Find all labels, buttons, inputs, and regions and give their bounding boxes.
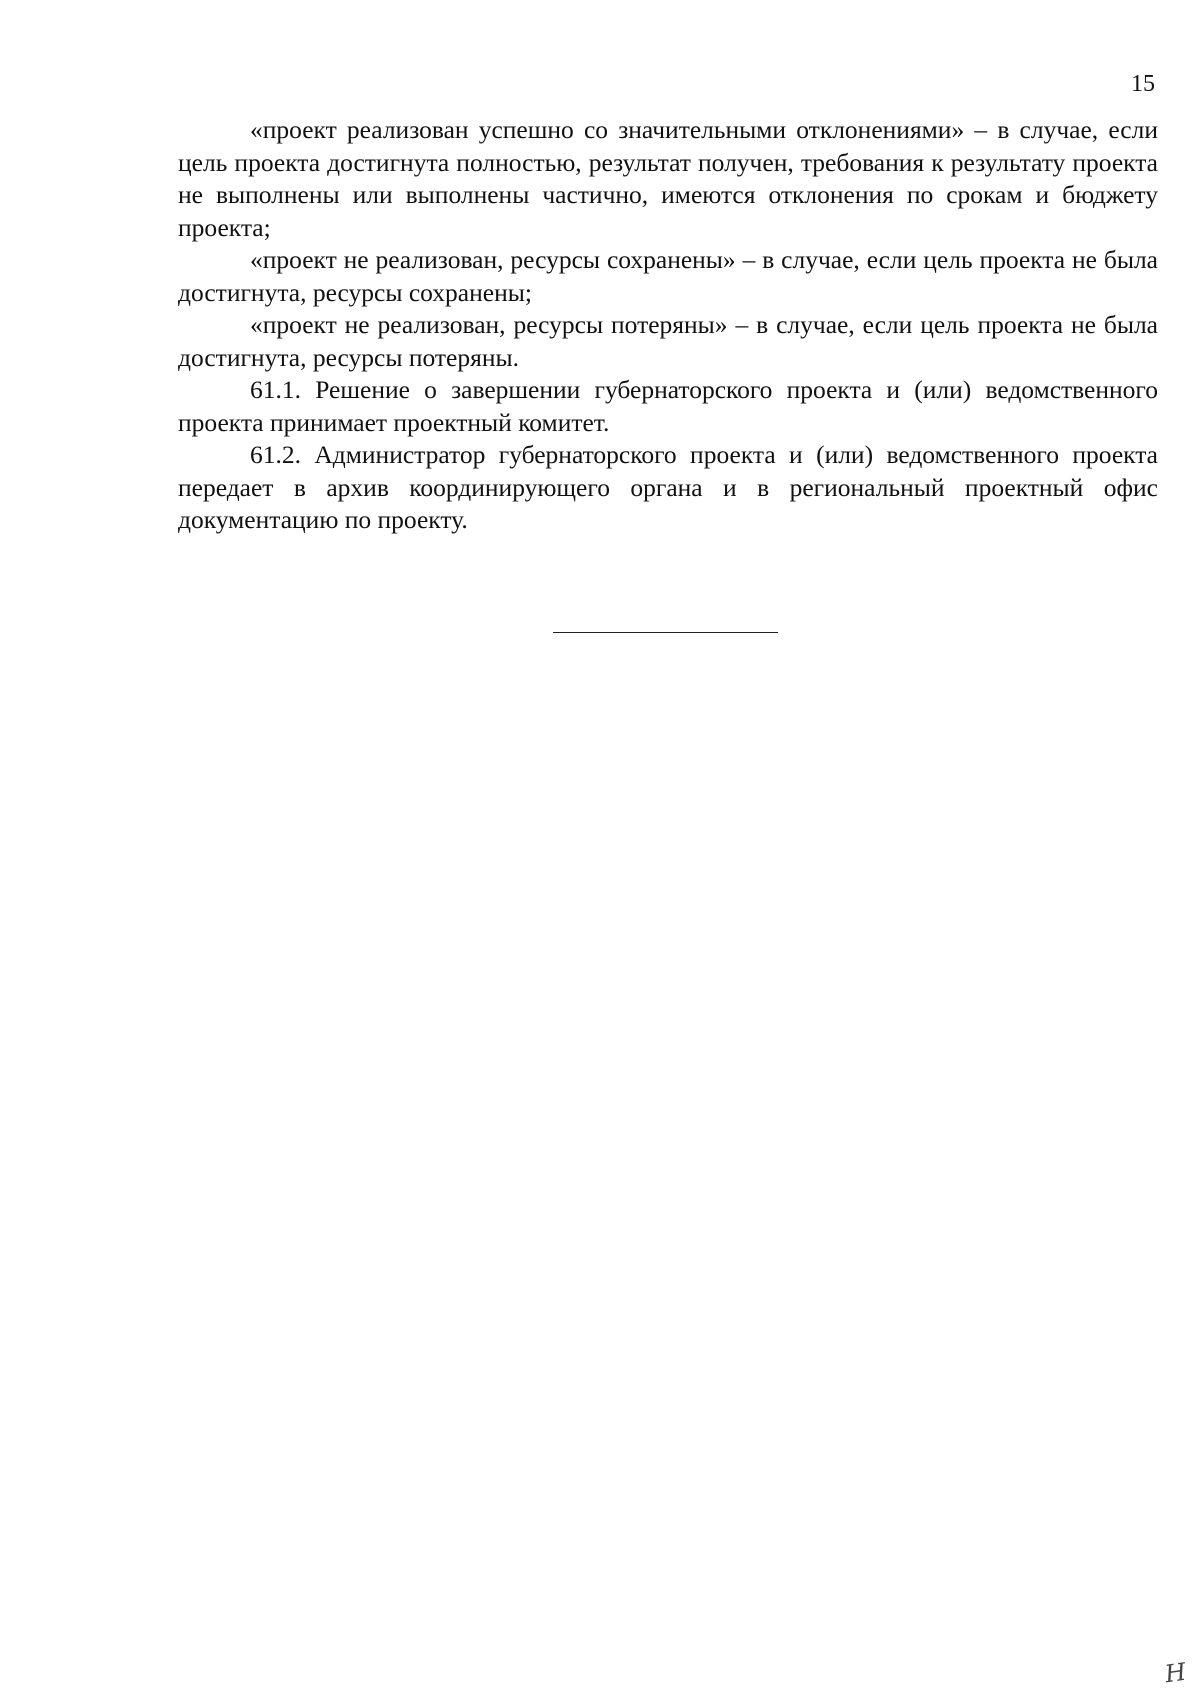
body-text <box>178 114 1158 537</box>
paragraph-resources-lost: «проект не реализован, ресурсы потеряны» – в случае, если цель проекта не была достигнута, ресурсы потеряны. <box>178 310 1158 372</box>
paragraph-resources-preserved: «проект не реализован, ресурсы сохранены» – в случае, если цель проекта не была достигнута, ресурсы сохранены; <box>178 245 1158 307</box>
handwritten-corner-mark: Н <box>1163 1657 1188 1689</box>
page-number: 15 <box>1131 71 1155 97</box>
paragraph-61-2: 61.2. Администратор губернаторского проекта и (или) ведомственного проекта передает в архив координирующего органа и в региональный проектный офис документацию по проекту. <box>178 440 1158 534</box>
paragraph-significant-deviations: «проект реализован успешно со значительными отклонениями» – в случае, если цель проекта достигнута полностью, результат получен, требования к результату проекта не выполнены или выполнены частично, имеются отклонения по срокам и бюджету проекта; <box>178 115 1158 242</box>
paragraph-61-1: 61.1. Решение о завершении губернаторского проекта и (или) ведомственного проекта принимает проектный комитет. <box>178 375 1158 437</box>
end-divider <box>553 632 778 633</box>
